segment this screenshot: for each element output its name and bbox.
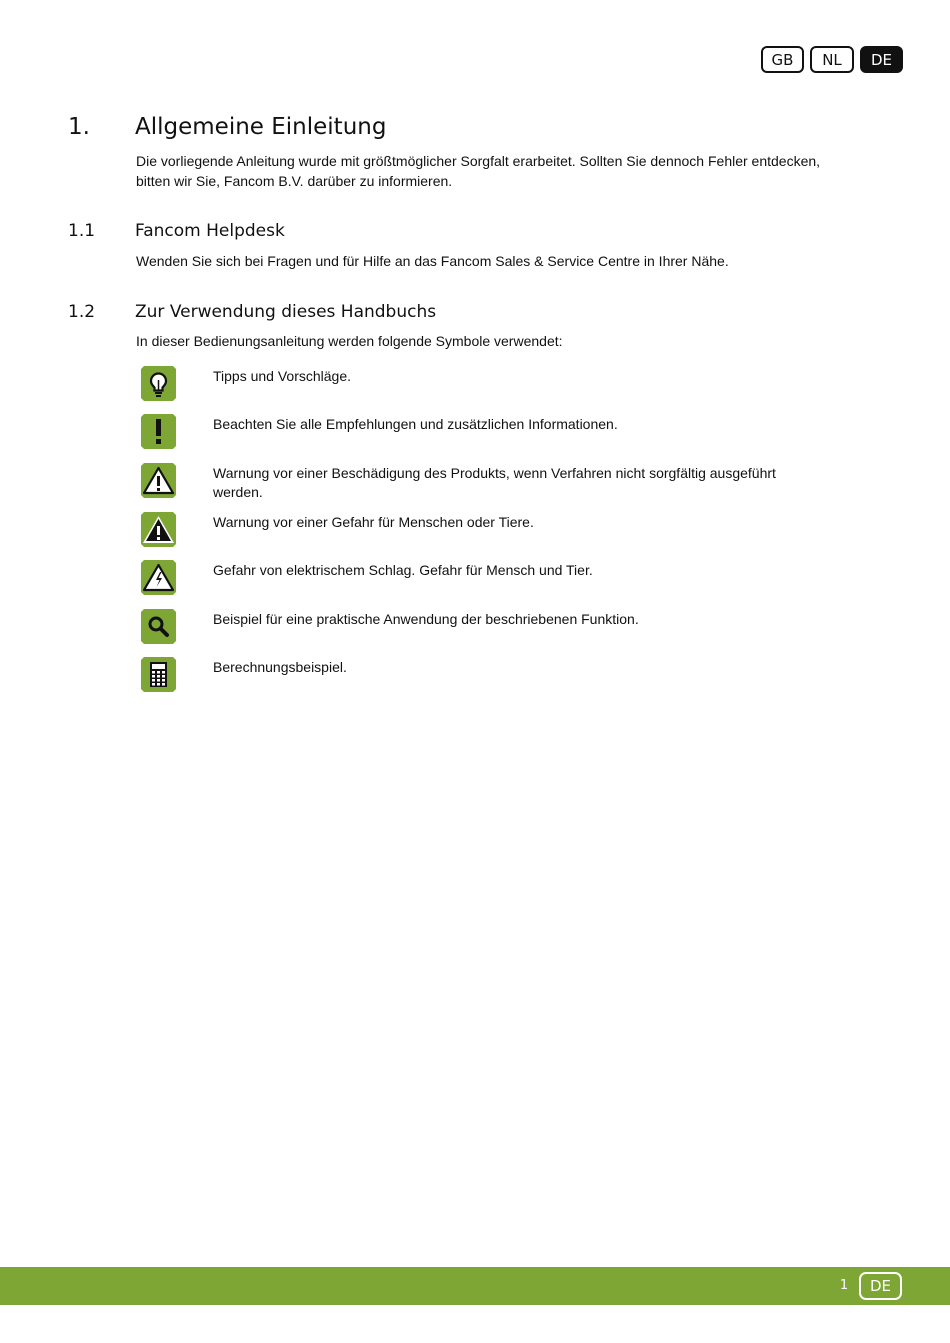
symbol-text-example: Beispiel für eine praktische Anwendung der beschriebenen Funktion. [213,611,639,627]
symbol-text-notice: Beachten Sie alle Empfehlungen und zusätzlichen Informationen. [213,416,618,432]
warning-outline-icon [140,462,177,499]
symbol-row-danger-warning [140,511,840,548]
symbol-row-example [140,608,840,645]
lightbulb-icon [140,365,177,402]
symbol-row-tips [140,365,840,402]
section-1-number: 1. [68,114,90,140]
section-1-1-number: 1.1 [68,221,96,241]
section-1-1-heading [68,221,285,241]
section-1-text: Die vorliegende Anleitung wurde mit größtmöglicher Sorgfalt erarbeitet. Sollten Sie dennoch Fehler entdecken, bitten wir Sie, Fancom B.V. darüber zu informieren. [136,153,821,189]
section-1-2-heading [68,302,436,322]
exclamation-icon [140,413,177,450]
symbol-row-damage-warning [140,462,840,502]
section-1-1-text: Wenden Sie sich bei Fragen und für Hilfe an das Fancom Sales & Service Centre in Ihrer Nähe. [136,253,729,269]
symbol-text-electric-shock: Gefahr von elektrischem Schlag. Gefahr für Mensch und Tier. [213,562,593,578]
footer-band [0,1267,950,1305]
electric-shock-icon [140,559,177,596]
warning-filled-icon [140,511,177,548]
lang-tab-de[interactable]: DE [860,46,903,73]
symbol-text-damage-warning: Warnung vor einer Beschädigung des Produkts, wenn Verfahren nicht sorgfältig ausgeführt werden. [213,465,776,500]
magnifier-icon [140,608,177,645]
calculator-icon [140,656,177,693]
section-1-heading [68,114,386,140]
symbol-row-electric-shock [140,559,840,596]
symbol-row-calculation [140,656,840,693]
section-1-2-number: 1.2 [68,302,96,322]
lang-tab-gb[interactable]: GB [761,46,804,73]
section-1-1-title: Fancom Helpdesk [135,221,285,241]
symbol-row-notice [140,413,840,450]
section-1-2-title: Zur Verwendung dieses Handbuchs [135,302,437,322]
section-1-title: Allgemeine Einleitung [135,114,387,140]
symbol-text-danger-warning: Warnung vor einer Gefahr für Menschen oder Tiere. [213,514,534,530]
page-number: 1 [839,1278,849,1293]
symbol-text-tips: Tipps und Vorschläge. [213,368,352,384]
symbol-text-calculation: Berechnungsbeispiel. [213,659,347,675]
language-tabs [761,46,903,73]
section-1-2-text: In dieser Bedienungsanleitung werden folgende Symbole verwendet: [136,333,563,349]
lang-tab-nl[interactable]: NL [810,46,854,73]
footer-language-badge: DE [859,1272,902,1300]
